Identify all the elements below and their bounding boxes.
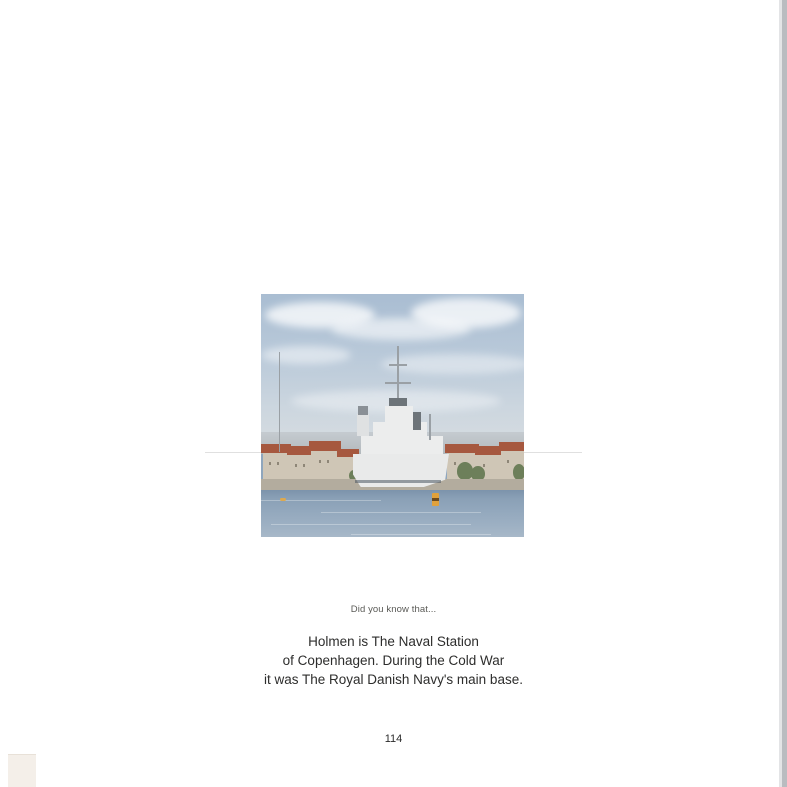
water bbox=[261, 490, 524, 537]
building bbox=[289, 454, 311, 480]
caption-line-3: it was The Royal Danish Navy's main base. bbox=[264, 672, 523, 687]
window bbox=[454, 462, 456, 465]
roof bbox=[445, 444, 479, 453]
ship-yardarm bbox=[385, 382, 411, 384]
ship-mast bbox=[397, 346, 399, 404]
ship-forward-tower bbox=[357, 414, 369, 436]
ship-yardarm bbox=[389, 364, 407, 366]
caption-body bbox=[0, 632, 787, 689]
photo-naval-station bbox=[261, 294, 524, 537]
building bbox=[263, 452, 289, 480]
wave bbox=[321, 512, 481, 513]
wave bbox=[261, 500, 381, 501]
page-edge-strip bbox=[782, 0, 787, 787]
shore-antenna bbox=[279, 352, 280, 452]
ship-waterline-stripe bbox=[355, 480, 441, 483]
ship-aft-mast bbox=[429, 414, 431, 440]
buoy-small bbox=[280, 498, 286, 501]
ship-funnel bbox=[413, 412, 421, 430]
window bbox=[319, 460, 321, 463]
ship-gun-turret bbox=[358, 406, 368, 415]
page-corner-tab bbox=[8, 754, 36, 787]
buoy-marker bbox=[432, 493, 439, 506]
cloud bbox=[411, 298, 521, 328]
crop-rule-left bbox=[205, 452, 263, 453]
wave bbox=[271, 524, 471, 525]
window bbox=[295, 464, 297, 467]
window bbox=[277, 462, 279, 465]
caption-line-2: of Copenhagen. During the Cold War bbox=[282, 653, 505, 668]
cloud bbox=[261, 346, 351, 364]
caption-kicker: Did you know that... bbox=[350, 604, 437, 615]
photo-canvas bbox=[261, 294, 524, 537]
window bbox=[507, 460, 509, 463]
window bbox=[327, 460, 329, 463]
caption-line-1: Holmen is The Naval Station bbox=[308, 634, 479, 649]
wave bbox=[351, 534, 491, 535]
building bbox=[311, 450, 339, 480]
roof bbox=[499, 442, 524, 451]
window bbox=[483, 464, 485, 467]
window bbox=[269, 462, 271, 465]
page-number: 114 bbox=[384, 733, 403, 745]
tree bbox=[513, 464, 524, 480]
window bbox=[303, 464, 305, 467]
crop-rule-right bbox=[524, 452, 582, 453]
